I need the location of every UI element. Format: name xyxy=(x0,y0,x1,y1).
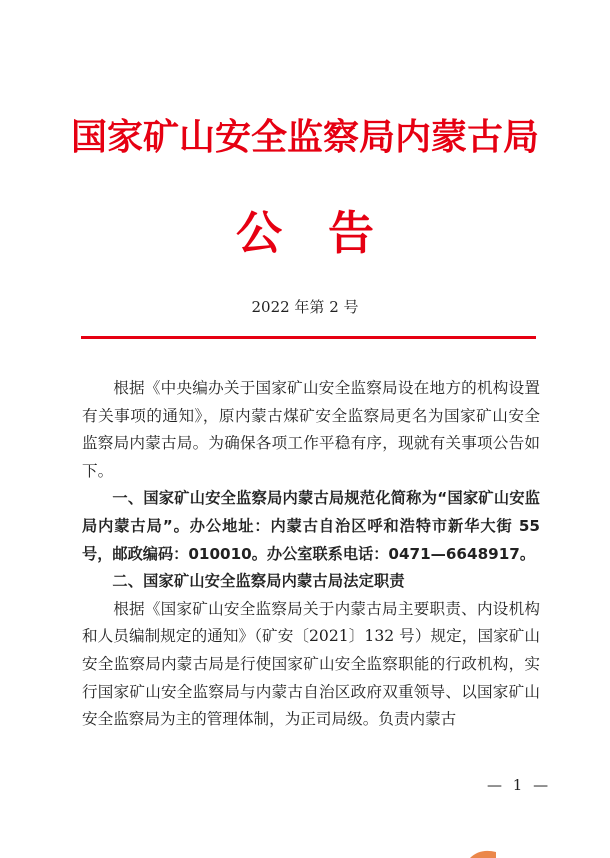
page-number: — 1 — xyxy=(487,776,552,794)
section-1-paragraph: 一、国家矿山安全监察局内蒙古局规范化简称为“国家矿山安监局内蒙古局”。办公地址：内蒙古自治区呼和浩特市新华大街 55 号，邮政编码：010010。办公室联系电话：0471—6648917。 xyxy=(82,489,540,563)
intro-paragraph: 根据《中央编办关于国家矿山安全监察局设在地方的机构设置有关事项的通知》，原内蒙古煤矿安全监察局更名为国家矿山安全监察局内蒙古局。为确保各项工作平稳有序，现就有关事项公告如下。 xyxy=(82,379,540,480)
document-number: 2022 年第 2 号 xyxy=(251,298,359,316)
issuing-organization-title: 国家矿山安全监察局内蒙古局 xyxy=(70,116,539,158)
document-type-title: 公告 xyxy=(236,206,420,260)
document-body xyxy=(82,375,540,734)
section-2-heading: 二、国家矿山安全监察局内蒙古局法定职责 xyxy=(112,572,405,591)
section-2-paragraph: 根据《国家矿山安全监察局关于内蒙古局主要职责、内设机构和人员编制规定的通知》（矿安〔2021〕132 号）规定，国家矿山安全监察局内蒙古局是行使国家矿山安全监察职能的行政机构，实行国家矿山安全监察局与内蒙古自治区政府双重领导、以国家矿山安全监察局为主的管理体制，为正司局级。负责内蒙古 xyxy=(82,599,540,729)
seal-fragment-icon xyxy=(468,846,498,858)
red-separator-line xyxy=(81,336,536,339)
